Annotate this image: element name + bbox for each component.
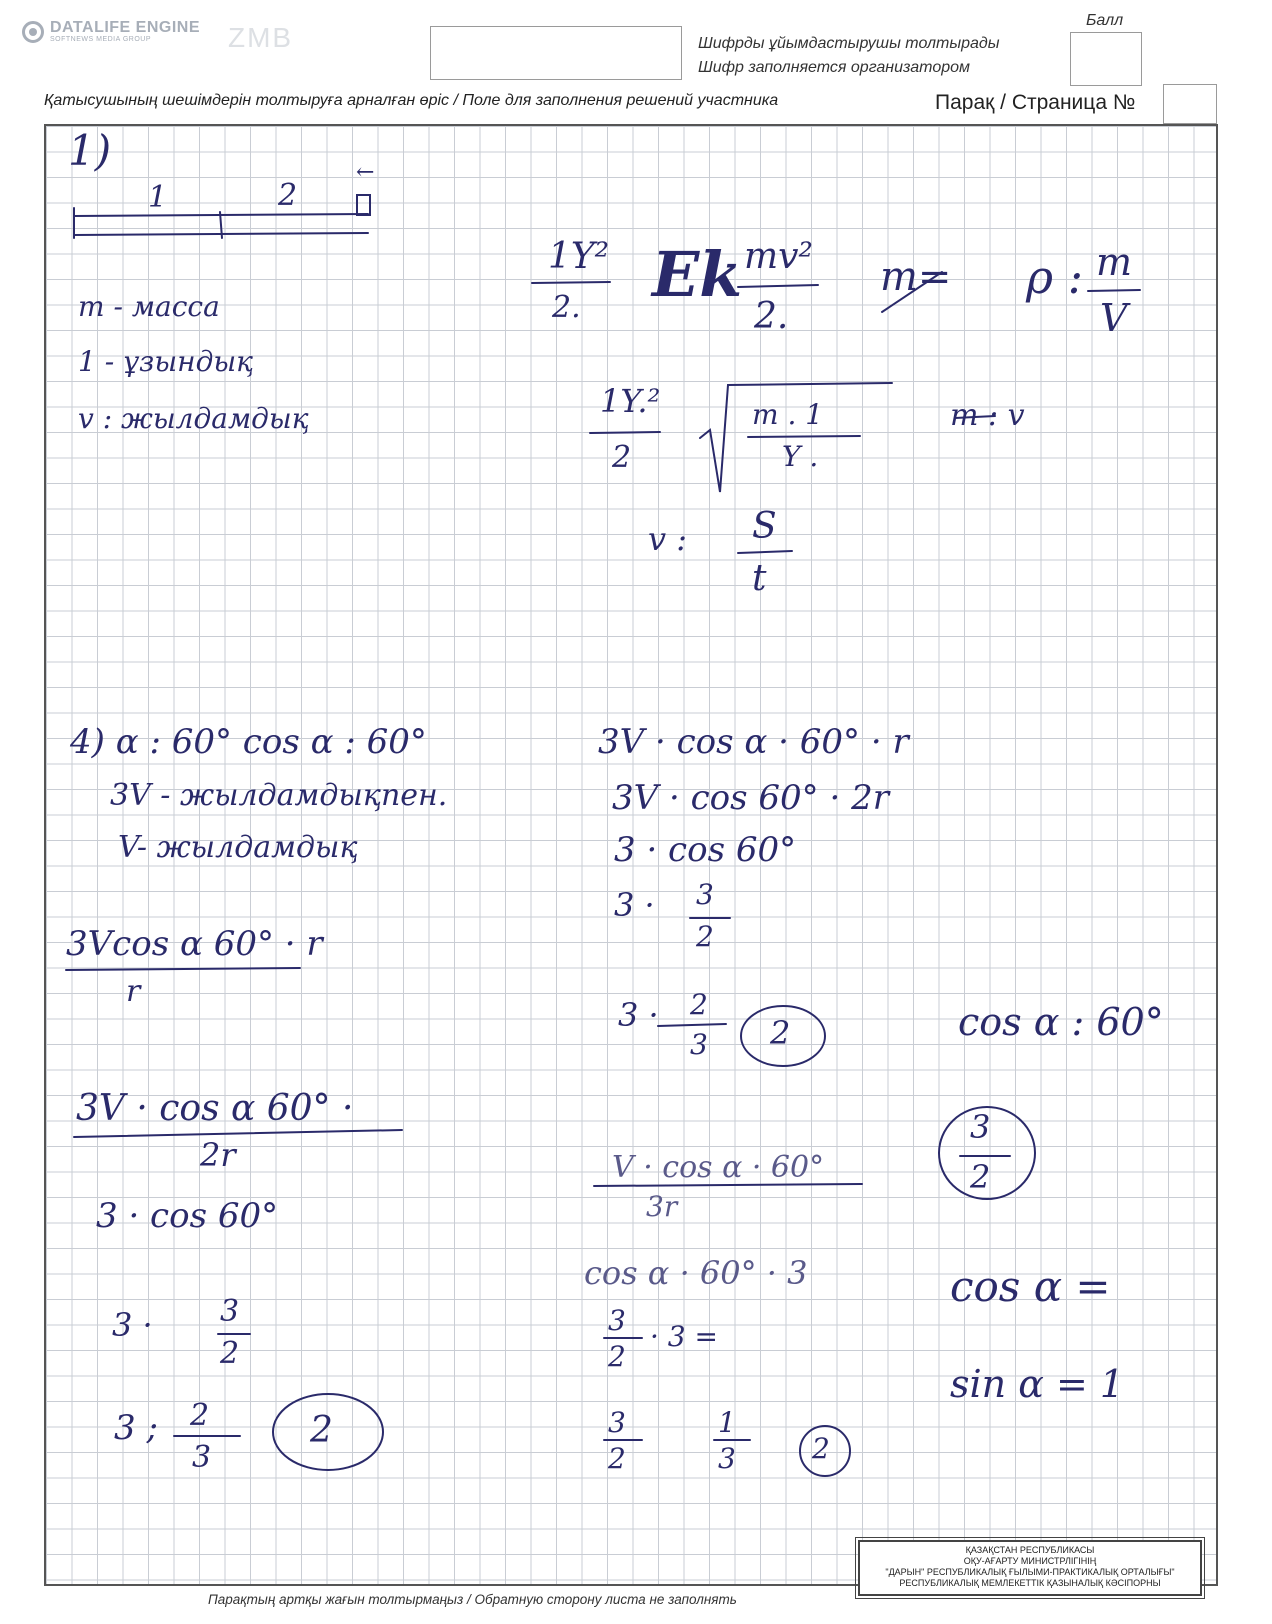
watermark-subtitle: SOFTNEWS MEDIA GROUP xyxy=(50,36,152,43)
p4-side-num: 3 xyxy=(970,1108,991,1146)
p1-frac1-num: 1Y² xyxy=(548,236,610,277)
bar-ek xyxy=(738,285,818,287)
p1-v-num: S xyxy=(752,506,777,547)
p4-line3: V- жылдамдық xyxy=(118,830,358,865)
p4-r-line4: 3 · xyxy=(614,886,655,924)
p4-r-line5-num: 2 xyxy=(690,988,708,1021)
p4-r-frac-den: 3r xyxy=(646,1190,678,1223)
p4-r-line2: 3V · cos 60° · 2r xyxy=(612,778,889,818)
p1-rho-den: V xyxy=(1100,296,1128,340)
bar-l2 xyxy=(74,1130,402,1137)
bar-f2 xyxy=(590,432,660,433)
p1-m-eq: m : v xyxy=(950,398,1025,433)
p4-l-frac1-den: r xyxy=(126,974,141,1009)
p4-side3: sin α = 1 xyxy=(950,1362,1125,1406)
p1-frac1-den: 2. xyxy=(552,290,581,325)
p4-side2: cos α = xyxy=(950,1262,1111,1311)
p4-l-half-num: 3 xyxy=(220,1294,240,1329)
p4-r-line8-den: 2 xyxy=(608,1442,626,1475)
p1-v-def: v : жылдамдық xyxy=(78,402,309,435)
p1-ek-num: mv² xyxy=(744,236,813,277)
p1-seg1: 1 xyxy=(148,180,168,215)
bar-rho xyxy=(1088,290,1140,291)
p1-one-def: 1 - ұзындық xyxy=(78,345,254,378)
p4-l-line-a: 3 · cos 60° xyxy=(96,1196,279,1236)
cipher-note-ru: Шифр заполняется организатором xyxy=(698,59,970,76)
faint-code: ZMB xyxy=(228,22,294,53)
p1-number: 1) xyxy=(68,126,112,175)
p1-f2-num: 1Y.² xyxy=(600,382,661,420)
organizer-stamp xyxy=(858,1540,1202,1596)
p1-ek: Ek xyxy=(652,238,743,311)
p4-l-frac1-num: 3Vcos α 60° · r xyxy=(66,924,323,964)
p4-r-line8-num: 3 xyxy=(608,1406,626,1439)
stamp-line: "ДАРЫН" РЕСПУБЛИКАЛЫҚ ҒЫЛЫМИ-ПРАКТИКАЛЫҚ ОРТАЛЫҒЫ" xyxy=(885,1567,1175,1577)
p4-r-line5-den: 3 xyxy=(690,1028,708,1061)
p4-r-line5-a: 3 · xyxy=(618,996,659,1034)
p4-l-final-den: 3 xyxy=(192,1440,212,1475)
p1-v-den: t xyxy=(752,558,767,599)
p4-l-frac2-num: 3V · cos α 60° · xyxy=(76,1088,354,1129)
p4-r-line5-res: 2 xyxy=(770,1014,791,1052)
bar-r5 xyxy=(658,1024,726,1026)
footer-note: Парақтың артқы жағын толтырмаңыз / Обратную сторону листа не заполнять xyxy=(208,1592,737,1607)
p1-rho: ρ : xyxy=(1026,250,1084,304)
p4-l-frac2-den: 2r xyxy=(200,1136,236,1174)
block-shape xyxy=(357,195,370,215)
stamp-line: РЕСПУБЛИКАЛЫҚ МЕМЛЕКЕТТІК ҚАЗЫНАЛЫҚ КӘСІПОРНЫ xyxy=(899,1578,1161,1588)
p1-rho-num: m xyxy=(1096,240,1133,284)
p1-struck: m= xyxy=(880,254,952,300)
p4-r-line7-rest: · 3 = xyxy=(650,1320,718,1353)
p4-line1: 4) α : 60° cos α : 60° xyxy=(70,722,427,762)
p4-r-line8-num2: 1 xyxy=(718,1406,736,1439)
p4-r-line4-num: 3 xyxy=(696,878,714,911)
p4-side1: cos α : 60° xyxy=(958,1000,1164,1044)
p1-sqrt-den: Y . xyxy=(782,440,819,473)
p4-l-three: 3 · xyxy=(112,1306,153,1344)
score-label: Балл xyxy=(1086,12,1124,29)
field-label: Қатысушының шешімдерін толтыруға арналған өріс / Поле для заполнения решений участника xyxy=(44,92,779,109)
p4-r-line1: 3V · cos α · 60° · r xyxy=(598,722,909,762)
bar-l1 xyxy=(66,968,300,970)
p1-sqrt-num: m . 1 xyxy=(752,398,824,431)
bar-v xyxy=(738,551,792,553)
p4-l-final-a: 3 ; xyxy=(114,1408,158,1448)
p4-l-final-res: 2 xyxy=(310,1410,333,1451)
p4-r-frac-num: V · cos α · 60° xyxy=(612,1150,825,1185)
bar-sqrt xyxy=(748,436,860,437)
p1-ek-den: 2. xyxy=(754,296,789,337)
stamp-line: ҚАЗАҚСТАН РЕСПУБЛИКАСЫ xyxy=(965,1545,1095,1555)
p4-line2: 3V - жылдамдықпен. xyxy=(110,778,448,813)
p4-r-line7-num: 3 xyxy=(608,1304,626,1337)
p4-r-line8-den2: 3 xyxy=(718,1442,736,1475)
p4-l-final-num: 2 xyxy=(190,1398,210,1433)
p4-r-line6: cos α · 60° · 3 xyxy=(584,1254,808,1292)
p1-f2-den: 2 xyxy=(612,440,632,475)
p4-l-half-den: 2 xyxy=(220,1336,240,1371)
stamp-line: ОҚУ-АҒАРТУ МИНИСТРЛІГІНІҢ xyxy=(963,1556,1097,1566)
page-number-label: Парақ / Страница № xyxy=(935,91,1136,114)
bar-frac1 xyxy=(532,282,610,283)
cipher-note-kz: Шифрды ұйымдастырушы толтырады xyxy=(698,35,1000,52)
p1-m-def: m - масса xyxy=(78,290,220,323)
p4-side-den: 2 xyxy=(970,1158,991,1196)
p1-seg2: 2 xyxy=(278,178,298,213)
p4-r-line8-res: 2 xyxy=(812,1432,830,1465)
p4-r-line7-den: 2 xyxy=(608,1340,626,1373)
watermark-title: DATALIFE ENGINE xyxy=(50,19,201,36)
p4-r-line4-den: 2 xyxy=(696,920,714,953)
p4-r-line3: 3 · cos 60° xyxy=(614,830,797,870)
p1-arrow: ← xyxy=(356,160,375,185)
p1-v-eq: v : xyxy=(648,520,688,558)
